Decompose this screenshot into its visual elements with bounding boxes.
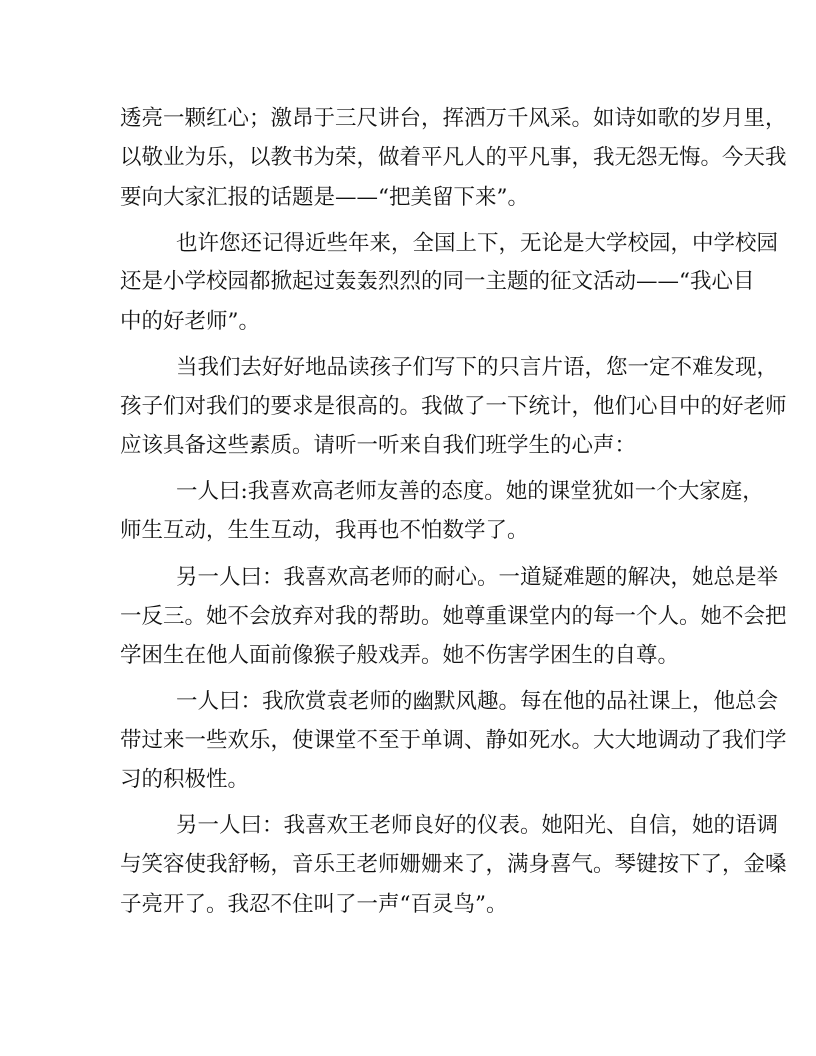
text-line: 另一人曰：我喜欢高老师的耐心。一道疑难题的解决，她总是举 — [176, 565, 779, 590]
text-line: 一人曰：我欣赏袁老师的幽默风趣。每在他的品社课上，他总会 — [176, 689, 779, 714]
text-line: 与笑容使我舒畅，音乐王老师姗姗来了，满身喜气。琴键按下了，金嗓 — [120, 852, 787, 877]
text-line: 习的积极性。 — [120, 767, 250, 792]
text-line: 一人曰:我喜欢高老师友善的态度。她的课堂犹如一个大家庭， — [176, 479, 764, 504]
text-line: 透亮一颗红心；激昂于三尺讲台，挥洒万千风采。如诗如歌的岁月里， — [120, 106, 787, 131]
text-line: 以敬业为乐，以教书为荣，做着平凡人的平凡事，我无怨无悔。今天我 — [120, 145, 787, 170]
text-line: 学困生在他人面前像猴子般戏弄。她不伤害学困生的自尊。 — [120, 643, 680, 668]
text-line: 师生互动，生生互动，我再也不怕数学了。 — [120, 518, 529, 543]
text-line: 孩子们对我们的要求是很高的。我做了一下统计，他们心目中的好老师 — [120, 394, 787, 419]
text-line: 另一人曰：我喜欢王老师良好的仪表。她阳光、自信，她的语调 — [176, 813, 779, 838]
text-line: 一反三。她不会放弃对我的帮助。她尊重课堂内的每一个人。她不会把 — [120, 604, 787, 629]
text-line: 子亮开了。我忍不住叫了一声“百灵鸟”。 — [120, 892, 508, 917]
text-line: 中的好老师”。 — [120, 309, 260, 334]
text-line: 应该具备这些素质。请听一听来自我们班学生的心声： — [120, 433, 637, 458]
text-line: 要向大家汇报的话题是——“把美留下来”。 — [120, 185, 529, 210]
text-line: 带过来一些欢乐，使课堂不至于单调、静如死水。大大地调动了我们学 — [120, 728, 787, 753]
text-line: 当我们去好好地品读孩子们写下的只言片语，您一定不难发现， — [176, 355, 779, 380]
text-line: 还是小学校园都掀起过轰轰烈烈的同一主题的征文活动——“我心目 — [120, 269, 755, 294]
text-line: 也许您还记得近些年来，全国上下，无论是大学校园，中学校园 — [176, 231, 779, 256]
